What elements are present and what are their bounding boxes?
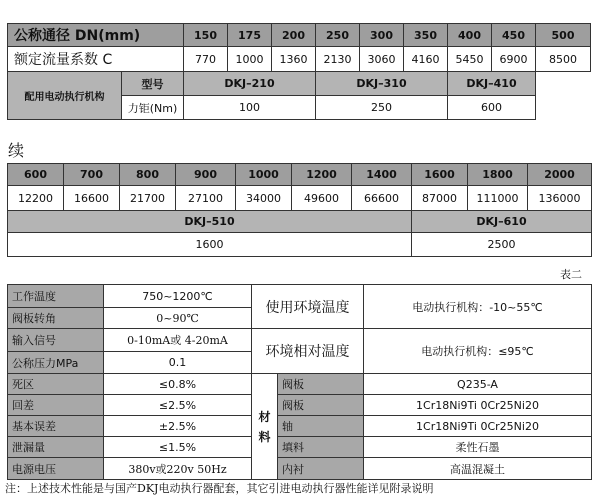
torque-cell: 600 xyxy=(448,96,536,120)
model-cell: DKJ–310 xyxy=(316,72,448,96)
dn-cell: 1600 xyxy=(412,164,468,186)
flow-cell: 136000 xyxy=(528,186,592,211)
model-row xyxy=(8,72,591,96)
torque-cell: 100 xyxy=(184,96,316,120)
env-humidity-label: 环境相对温度 xyxy=(252,329,364,374)
part-label: 内衬 xyxy=(278,458,364,480)
spec-row xyxy=(8,395,592,416)
spec-label: 工作温度 xyxy=(8,285,104,308)
continued-label: 续 xyxy=(8,141,25,160)
spec-table-2 xyxy=(7,163,592,257)
material-value: 1Cr18Ni9Ti 0Cr25Ni20 xyxy=(364,416,592,437)
spec-row xyxy=(8,329,592,352)
spec-value: ≤2.5% xyxy=(104,395,252,416)
spec-row xyxy=(8,374,592,395)
flow-cell: 2130 xyxy=(316,47,360,72)
flow-row xyxy=(8,47,591,72)
model-row xyxy=(8,211,592,233)
dn-cell: 1400 xyxy=(352,164,412,186)
spec-label: 基本误差 xyxy=(8,416,104,437)
flow-cell: 3060 xyxy=(360,47,404,72)
material-value: Q235-A xyxy=(364,374,592,395)
env-humidity-value: 电动执行机构：≤95℃ xyxy=(364,329,592,374)
torque-cell: 2500 xyxy=(412,233,592,257)
dn-row xyxy=(8,24,591,47)
dn-cell: 600 xyxy=(8,164,64,186)
model-cell: DKJ–510 xyxy=(8,211,412,233)
material-value: 柔性石墨 xyxy=(364,437,592,458)
dn-cell: 250 xyxy=(316,24,360,47)
spec-label: 回差 xyxy=(8,395,104,416)
model-cell: DKJ–610 xyxy=(412,211,592,233)
env-temp-value: 电动执行机构：-10~55℃ xyxy=(364,285,592,329)
torque-cell: 1600 xyxy=(8,233,412,257)
material-value: 1Cr18Ni9Ti 0Cr25Ni20 xyxy=(364,395,592,416)
spec-value: 0~90℃ xyxy=(104,308,252,329)
dn-cell: 800 xyxy=(120,164,176,186)
dn-cell: 450 xyxy=(492,24,536,47)
material-label: 材料 xyxy=(258,409,271,444)
flow-cell: 4160 xyxy=(404,47,448,72)
dn-label: 公称通径 DN(mm) xyxy=(8,24,184,47)
flow-cell: 12200 xyxy=(8,186,64,211)
part-label: 轴 xyxy=(278,416,364,437)
dn-cell: 175 xyxy=(228,24,272,47)
flow-cell: 21700 xyxy=(120,186,176,211)
spec-table-3 xyxy=(7,284,592,480)
dn-cell: 2000 xyxy=(528,164,592,186)
spec-label: 电源电压 xyxy=(8,458,104,480)
material-value: 高温混凝土 xyxy=(364,458,592,480)
dn-cell: 900 xyxy=(176,164,236,186)
spec-value: ±2.5% xyxy=(104,416,252,437)
dn-cell: 1000 xyxy=(236,164,292,186)
spec-label: 泄漏量 xyxy=(8,437,104,458)
model-cell: DKJ–210 xyxy=(184,72,316,96)
flow-cell: 111000 xyxy=(468,186,528,211)
torque-label: 力钜(Nm) xyxy=(122,96,184,120)
spec-value: ≤1.5% xyxy=(104,437,252,458)
spec-value: ≤0.8% xyxy=(104,374,252,395)
flow-cell: 770 xyxy=(184,47,228,72)
material-label-cell xyxy=(252,374,278,480)
spec-label: 输入信号 xyxy=(8,329,104,352)
spec-label: 死区 xyxy=(8,374,104,395)
dn-cell: 350 xyxy=(404,24,448,47)
dn-cell: 300 xyxy=(360,24,404,47)
flow-cell: 87000 xyxy=(412,186,468,211)
env-temp-label: 使用环境温度 xyxy=(252,285,364,329)
flow-cell: 49600 xyxy=(292,186,352,211)
spec-value: 380v或220v 50Hz xyxy=(104,458,252,480)
table-number: 表二 xyxy=(560,268,582,281)
flow-row xyxy=(8,186,592,211)
flow-cell: 6900 xyxy=(492,47,536,72)
part-label: 阀板 xyxy=(278,374,364,395)
dn-cell: 500 xyxy=(536,24,591,47)
flow-cell: 16600 xyxy=(64,186,120,211)
dn-cell: 200 xyxy=(272,24,316,47)
spec-row xyxy=(8,285,592,308)
dn-cell: 1200 xyxy=(292,164,352,186)
dn-cell: 400 xyxy=(448,24,492,47)
torque-row xyxy=(8,233,592,257)
flow-cell: 66600 xyxy=(352,186,412,211)
spec-label: 阀板转角 xyxy=(8,308,104,329)
flow-label: 额定流量系数 C xyxy=(8,47,184,72)
footnote: 注：上述技术性能是与国产DKJ电动执行器配套，其它引进电动执行器性能详见附录说明 xyxy=(5,482,434,495)
dn-row xyxy=(8,164,592,186)
spec-value: 0.1 xyxy=(104,352,252,374)
spec-table-1 xyxy=(7,23,591,120)
model-label: 型号 xyxy=(122,72,184,96)
spec-row xyxy=(8,458,592,480)
spec-value: 750~1200℃ xyxy=(104,285,252,308)
model-cell: DKJ–410 xyxy=(448,72,536,96)
dn-cell: 700 xyxy=(64,164,120,186)
spec-row xyxy=(8,416,592,437)
spec-row xyxy=(8,437,592,458)
part-label: 填料 xyxy=(278,437,364,458)
flow-cell: 8500 xyxy=(536,47,591,72)
flow-cell: 1360 xyxy=(272,47,316,72)
part-label: 阀板 xyxy=(278,395,364,416)
torque-cell: 250 xyxy=(316,96,448,120)
flow-cell: 34000 xyxy=(236,186,292,211)
flow-cell: 27100 xyxy=(176,186,236,211)
dn-cell: 1800 xyxy=(468,164,528,186)
flow-cell: 1000 xyxy=(228,47,272,72)
actuator-label: 配用电动执行机构 xyxy=(8,72,122,120)
flow-cell: 5450 xyxy=(448,47,492,72)
dn-cell: 150 xyxy=(184,24,228,47)
spec-label: 公称压力MPa xyxy=(8,352,104,374)
spec-value: 0-10mA或 4-20mA xyxy=(104,329,252,352)
